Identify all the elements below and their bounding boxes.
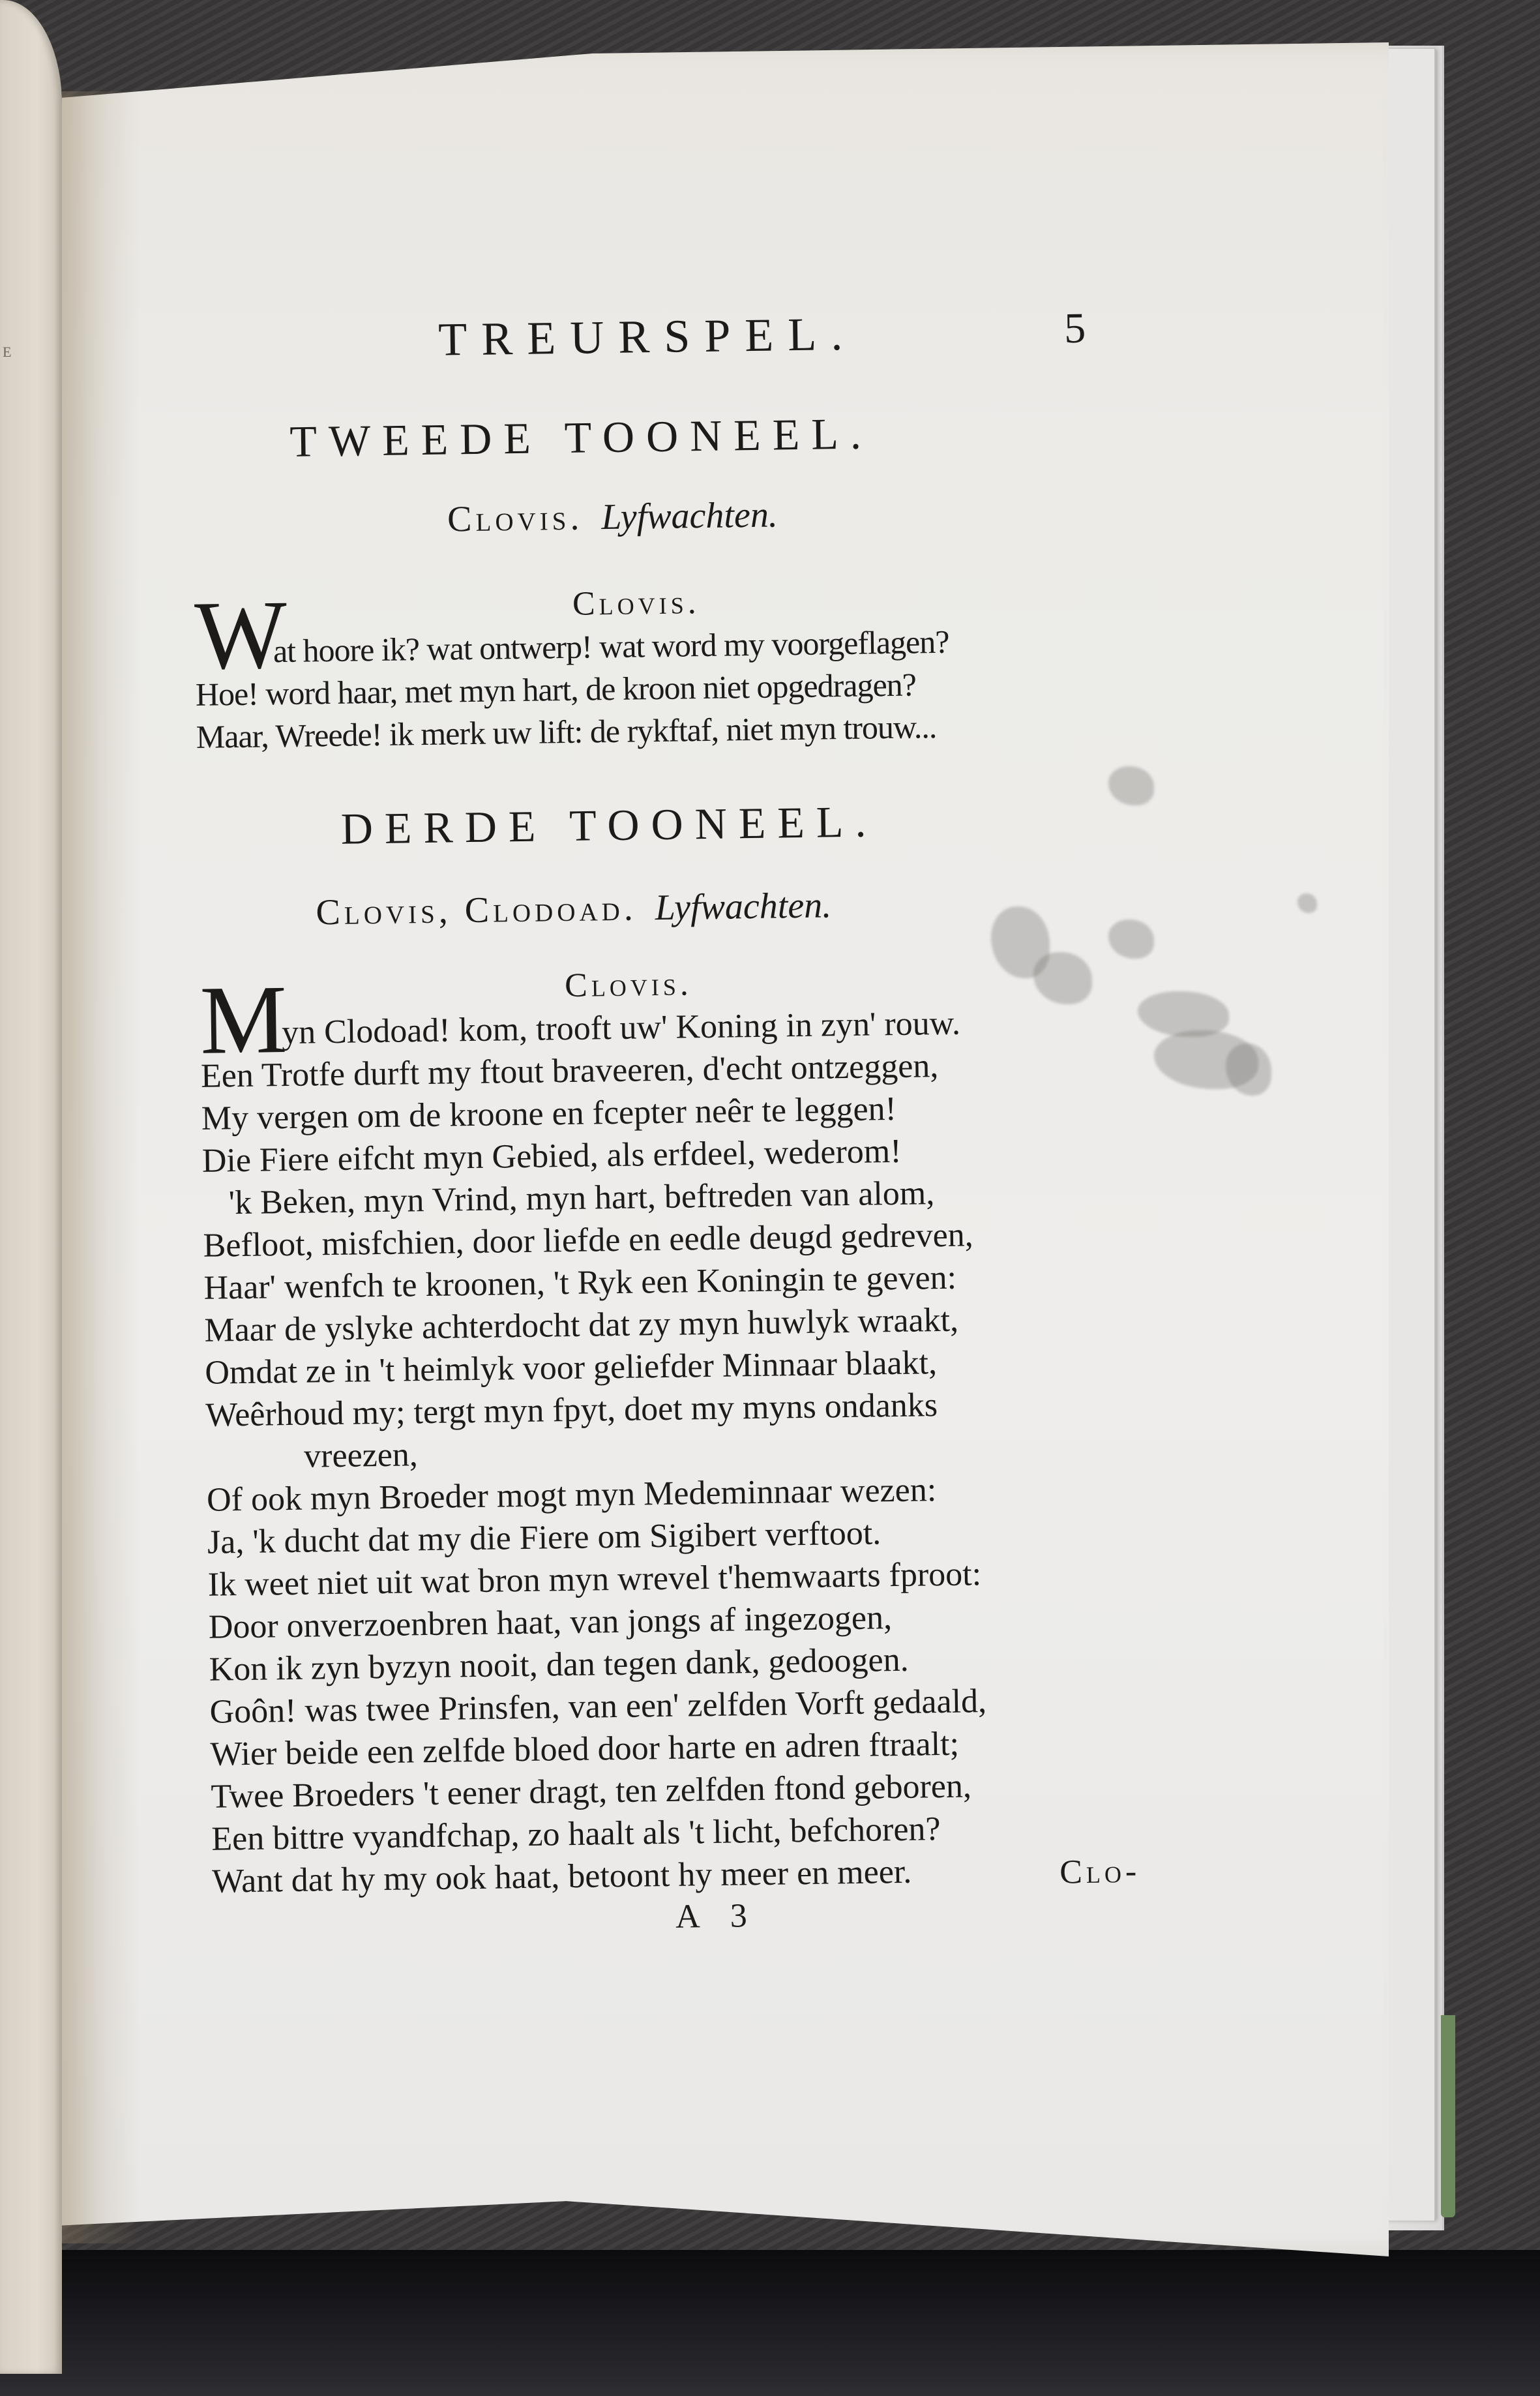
cast-characters: Clovis. — [447, 497, 584, 540]
speaker-label: Clovis. — [564, 965, 693, 1005]
scene-title: DERDE TOONEEL. — [340, 796, 878, 854]
verse-line: Die Fiere eifcht myn Gebied, als erfdeel, wederom! — [201, 1132, 902, 1180]
cast-extras: Lyfwachten. — [655, 885, 832, 929]
verse-line: Of ook myn Broeder mogt myn Medeminnaar wezen: — [206, 1471, 937, 1519]
verse-line: Wier beide een zelfde bloed door harte en adren ftraalt; — [210, 1725, 960, 1773]
scene-cast — [316, 884, 832, 933]
verse-line: Maar, Wreede! ik merk uw lift: de rykftaf, niet myn trouw... — [196, 708, 937, 755]
scene-title: TWEEDE TOONEEL. — [289, 408, 874, 466]
verse-line: Hoe! word haar, met myn hart, de kroon niet opgedragen? — [195, 666, 917, 713]
verse-line: Want dat hy my ook haat, betoont hy meer en meer. — [211, 1853, 912, 1900]
speaker-label: Clovis. — [572, 584, 701, 623]
verse-line: Een bittre vyandfchap, zo haalt als 't licht, befchoren? — [211, 1810, 941, 1858]
verse-line: Weêrhoud my; tergt myn fpyt, doet my myns ondanks — [205, 1386, 938, 1434]
running-head: TREURSPEL. — [437, 307, 857, 366]
verse-line: Door onverzoenbren haat, van jongs af ingezogen, — [208, 1599, 893, 1646]
verse-line-continuation: vreezen, — [303, 1436, 419, 1475]
catchword: Clo- — [1059, 1852, 1141, 1891]
page-number: 5 — [1063, 304, 1086, 353]
signature-mark: A 3 — [675, 1897, 760, 1936]
verse-line: at hoore ik? wat ontwerp! wat word my voorgeflagen? — [273, 623, 949, 670]
scene-cast — [447, 494, 778, 540]
verse-line: My vergen om de kroone en fcepter neêr te leggen! — [201, 1090, 897, 1137]
cast-characters: Clovis, Clodoad. — [316, 888, 638, 933]
left-page-edge — [0, 0, 62, 2374]
verse-line: Omdat ze in 't heimlyk voor geliefder Minnaar blaakt, — [204, 1344, 938, 1392]
gutter-shadow — [62, 91, 140, 2243]
verse-line: Befloot, misfchien, door liefde en eedle deugd gedreven, — [203, 1216, 974, 1265]
left-page-mark: E — [3, 344, 12, 360]
drop-cap: W — [194, 580, 288, 690]
verse-line: Ik weet niet uit wat bron myn wrevel t'hemwaarts fproot: — [207, 1555, 982, 1604]
verse-line: 'k Beken, myn Vrind, myn hart, beftreden van alom, — [228, 1175, 935, 1222]
verse-line: Haar' wenfch te kroonen, 't Ryk een Koningin te geven: — [203, 1259, 957, 1307]
cast-extras: Lyfwachten. — [600, 494, 778, 538]
verse-line: yn Clodoad! kom, trooft uw' Koning in zyn' rouw. — [281, 1004, 961, 1052]
book-cover-edge — [1441, 2015, 1455, 2217]
drop-cap: M — [199, 965, 288, 1075]
table-shadow — [0, 2250, 1540, 2396]
verse-line: Kon ik zyn byzyn nooit, dan tegen dank, gedoogen. — [209, 1641, 910, 1688]
verse-line: Een Trotfe durft my ftout braveeren, d'echt ontzeggen, — [200, 1047, 939, 1095]
verse-line: Ja, 'k ducht dat my die Fiere om Sigibert verftoot. — [207, 1514, 881, 1561]
verse-line: Maar de yslyke achterdocht dat zy myn huwlyk wraakt, — [204, 1301, 959, 1349]
verse-line: Twee Broeders 't eener dragt, ten zelfden ftond geboren, — [211, 1767, 972, 1816]
verse-line: Goôn! was twee Prinsfen, van een' zelfden Vorft gedaald, — [209, 1683, 987, 1731]
